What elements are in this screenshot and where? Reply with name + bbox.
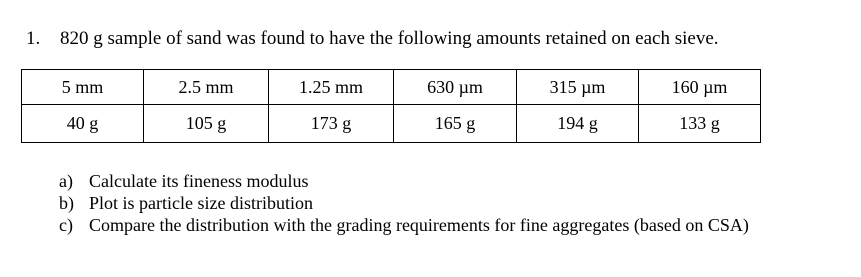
sieve-size-cell: 315 µm bbox=[517, 70, 639, 105]
question-statement bbox=[26, 28, 719, 50]
question-part-a bbox=[59, 170, 799, 192]
question-number: 1. bbox=[26, 28, 41, 49]
part-label: b) bbox=[59, 193, 74, 213]
sieve-size-row bbox=[22, 70, 761, 105]
part-label: a) bbox=[59, 171, 73, 191]
sieve-table bbox=[21, 69, 761, 143]
retained-mass-cell: 40 g bbox=[22, 105, 144, 143]
part-label: c) bbox=[59, 215, 73, 235]
sieve-size-cell: 630 µm bbox=[394, 70, 517, 105]
question-part-b bbox=[59, 192, 799, 214]
retained-mass-cell: 133 g bbox=[639, 105, 761, 143]
retained-mass-cell: 105 g bbox=[144, 105, 269, 143]
part-text: Plot is particle size distribution bbox=[89, 193, 313, 213]
sieve-size-cell: 5 mm bbox=[22, 70, 144, 105]
sieve-size-cell: 1.25 mm bbox=[269, 70, 394, 105]
question-part-c bbox=[59, 214, 799, 236]
retained-mass-row bbox=[22, 105, 761, 143]
retained-mass-cell: 173 g bbox=[269, 105, 394, 143]
question-text: 820 g sample of sand was found to have the following amounts retained on each sieve. bbox=[60, 28, 719, 49]
retained-mass-cell: 165 g bbox=[394, 105, 517, 143]
part-text: Calculate its fineness modulus bbox=[89, 171, 309, 191]
part-text: Compare the distribution with the grading requirements for fine aggregates (based on CSA) bbox=[89, 215, 749, 235]
sieve-size-cell: 2.5 mm bbox=[144, 70, 269, 105]
question-parts-list bbox=[59, 170, 799, 236]
sieve-size-cell: 160 µm bbox=[639, 70, 761, 105]
retained-mass-cell: 194 g bbox=[517, 105, 639, 143]
